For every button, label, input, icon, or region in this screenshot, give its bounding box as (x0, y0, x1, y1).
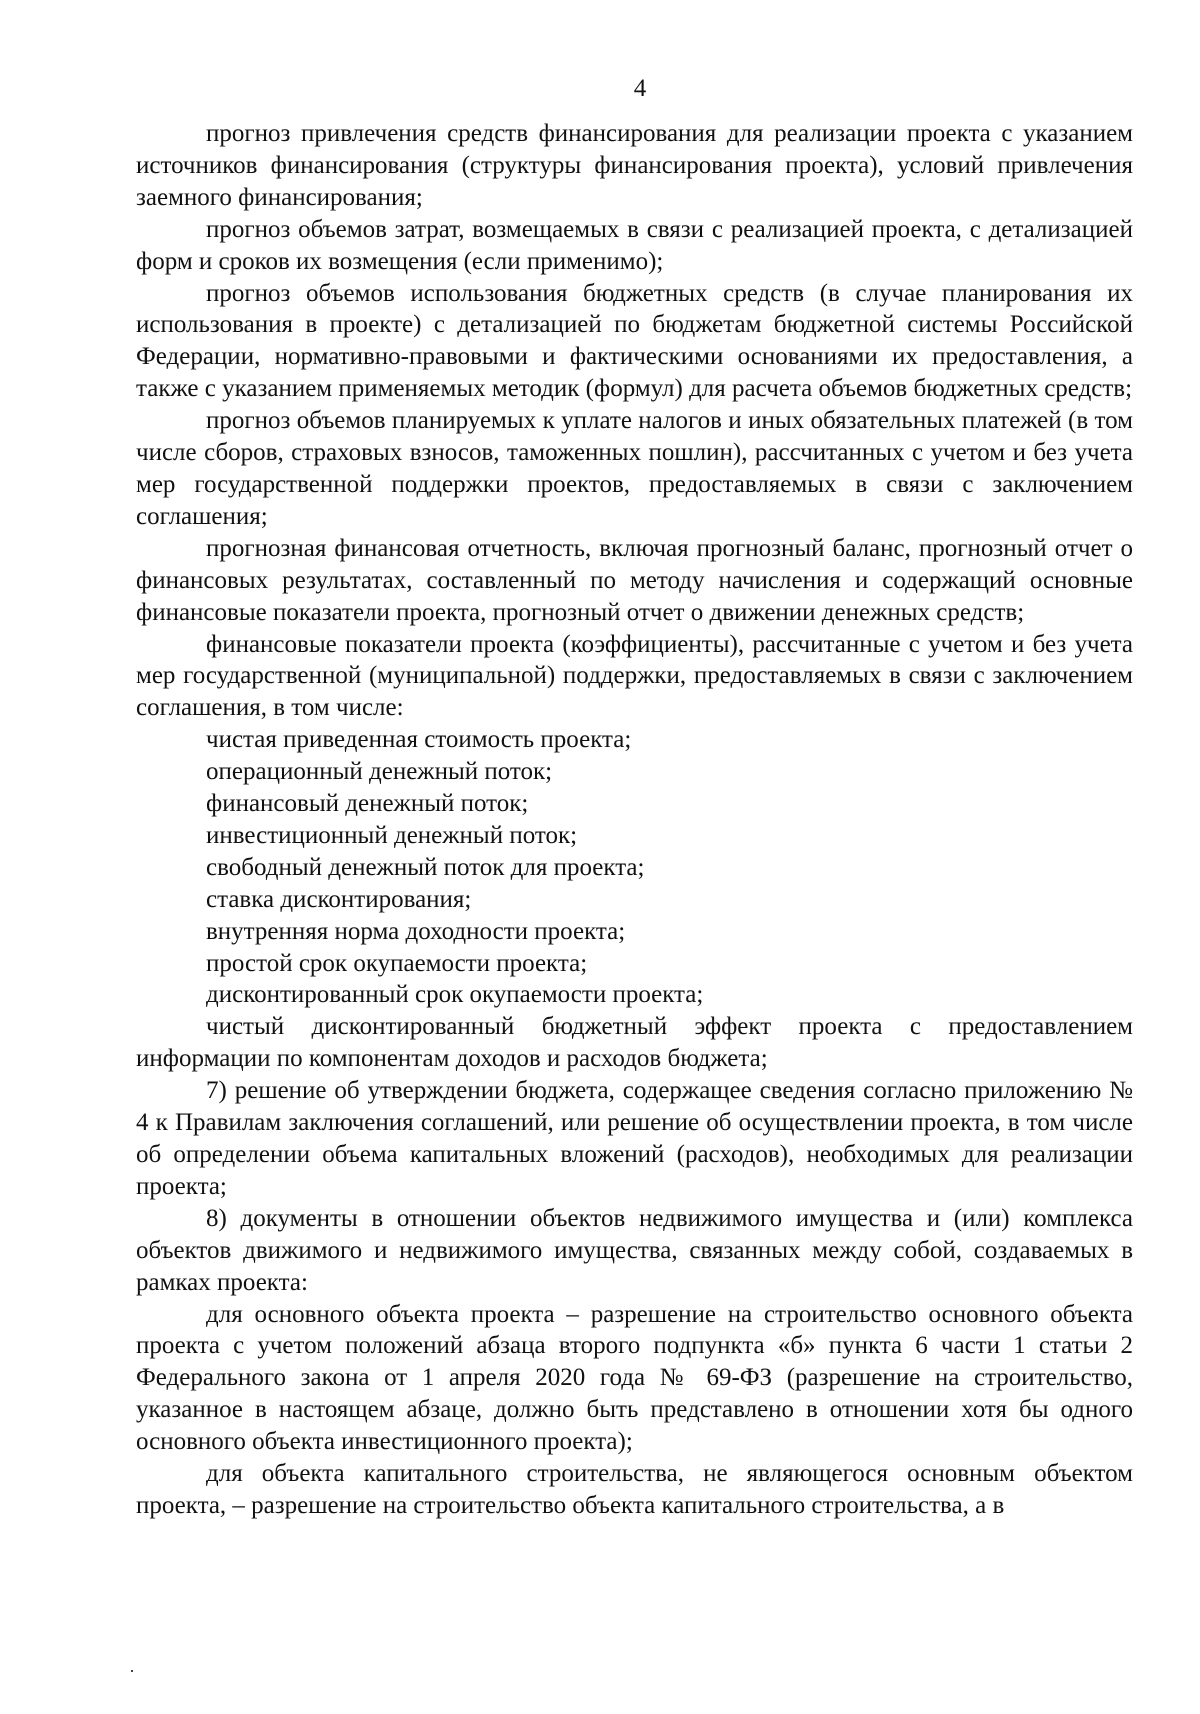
list-item: дисконтированный срок окупаемости проекта; (206, 981, 704, 1009)
list-item: операционный денежный поток; (206, 758, 553, 786)
list-item: финансовый денежный поток; (206, 790, 529, 818)
paragraph-costs-forecast: прогноз объемов затрат, возмещаемых в связи с реализацией проекта, с детализацией форм и сроков их возмещения (если применимо); (136, 215, 1133, 275)
scan-speck (131, 1670, 133, 1672)
paragraph-financial-statements: прогнозная финансовая отчетность, включая прогнозный баланс, прогнозный отчет о финансовых результатах, составленный по методу начисления и содержащий основные финансовые показатели проекта, прогнозный отчет о движении денежных средств; (136, 534, 1133, 626)
paragraph-capital-construction: для объекта капитального строительства, не являющегося основным объектом проекта, – разрешение на строительство объекта капитального строительства, а в (136, 1460, 1133, 1519)
paragraph-budget-effect: чистый дисконтированный бюджетный эффект проекта с предоставлением информации по компонентам доходов и расходов бюджета; (136, 1013, 1133, 1073)
list-item: инвестиционный денежный поток; (206, 821, 578, 849)
list-item: свободный денежный поток для проекта; (206, 853, 645, 881)
paragraph-item-8: 8) документы в отношении объектов недвижимого имущества и (или) комплекса объектов движимого и недвижимого имущества, связанных между собой, создаваемых в рамках проекта: (136, 1204, 1133, 1296)
paragraph-financing-forecast: прогноз привлечения средств финансирования для реализации проекта с указанием источников финансирования (структуры финансирования проекта), условий привлечения заемного финансирования; (136, 120, 1133, 211)
paragraph-taxes-forecast: прогноз объемов планируемых к уплате налогов и иных обязательных платежей (в том числе сборов, страховых взносов, таможенных пошлин), рассчитанных с учетом и без учета мер государственной поддержки проектов, предоставляемых в связи с заключением соглашения; (136, 407, 1133, 530)
list-item: чистая приведенная стоимость проекта; (206, 726, 632, 754)
document-body (136, 118, 1133, 1522)
paragraph-financial-indicators: финансовые показатели проекта (коэффициенты), рассчитанные с учетом и без учета мер государственной (муниципальной) поддержки, предоставляемых в связи с заключением соглашения, в том числе: (136, 630, 1133, 722)
page-number: 4 (633, 75, 647, 102)
paragraph-item-7: 7) решение об утверждении бюджета, содержащее сведения согласно приложению № 4 к Правилам заключения соглашений, или решение об осуществлении проекта, в том числе об определении объема капитальных вложений (расходов), необходимых для реализации проекта; (136, 1077, 1133, 1200)
list-item: внутренняя норма доходности проекта; (206, 917, 626, 945)
list-item: ставка дисконтирования; (206, 885, 472, 913)
list-item: простой срок окупаемости проекта; (206, 949, 588, 977)
paragraph-main-object: для основного объекта проекта – разрешение на строительство основного объекта проекта с учетом положений абзаца второго подпункта «б» пункта 6 части 1 статьи 2 Федерального закона от 1 апреля 2020 года № 69-ФЗ (разрешение на строительство, указанное в настоящем абзаце, должно быть представлено в отношении хотя бы одного основного объекта инвестиционного проекта); (136, 1300, 1133, 1456)
paragraph-budget-funds-forecast: прогноз объемов использования бюджетных средств (в случае планирования их использования в проекте) с детализацией по бюджетам бюджетной системы Российской Федерации, нормативно-правовыми и фактическими основаниями их предоставления, а также с указанием применяемых методик (формул) для расчета объемов бюджетных средств; (136, 279, 1133, 403)
